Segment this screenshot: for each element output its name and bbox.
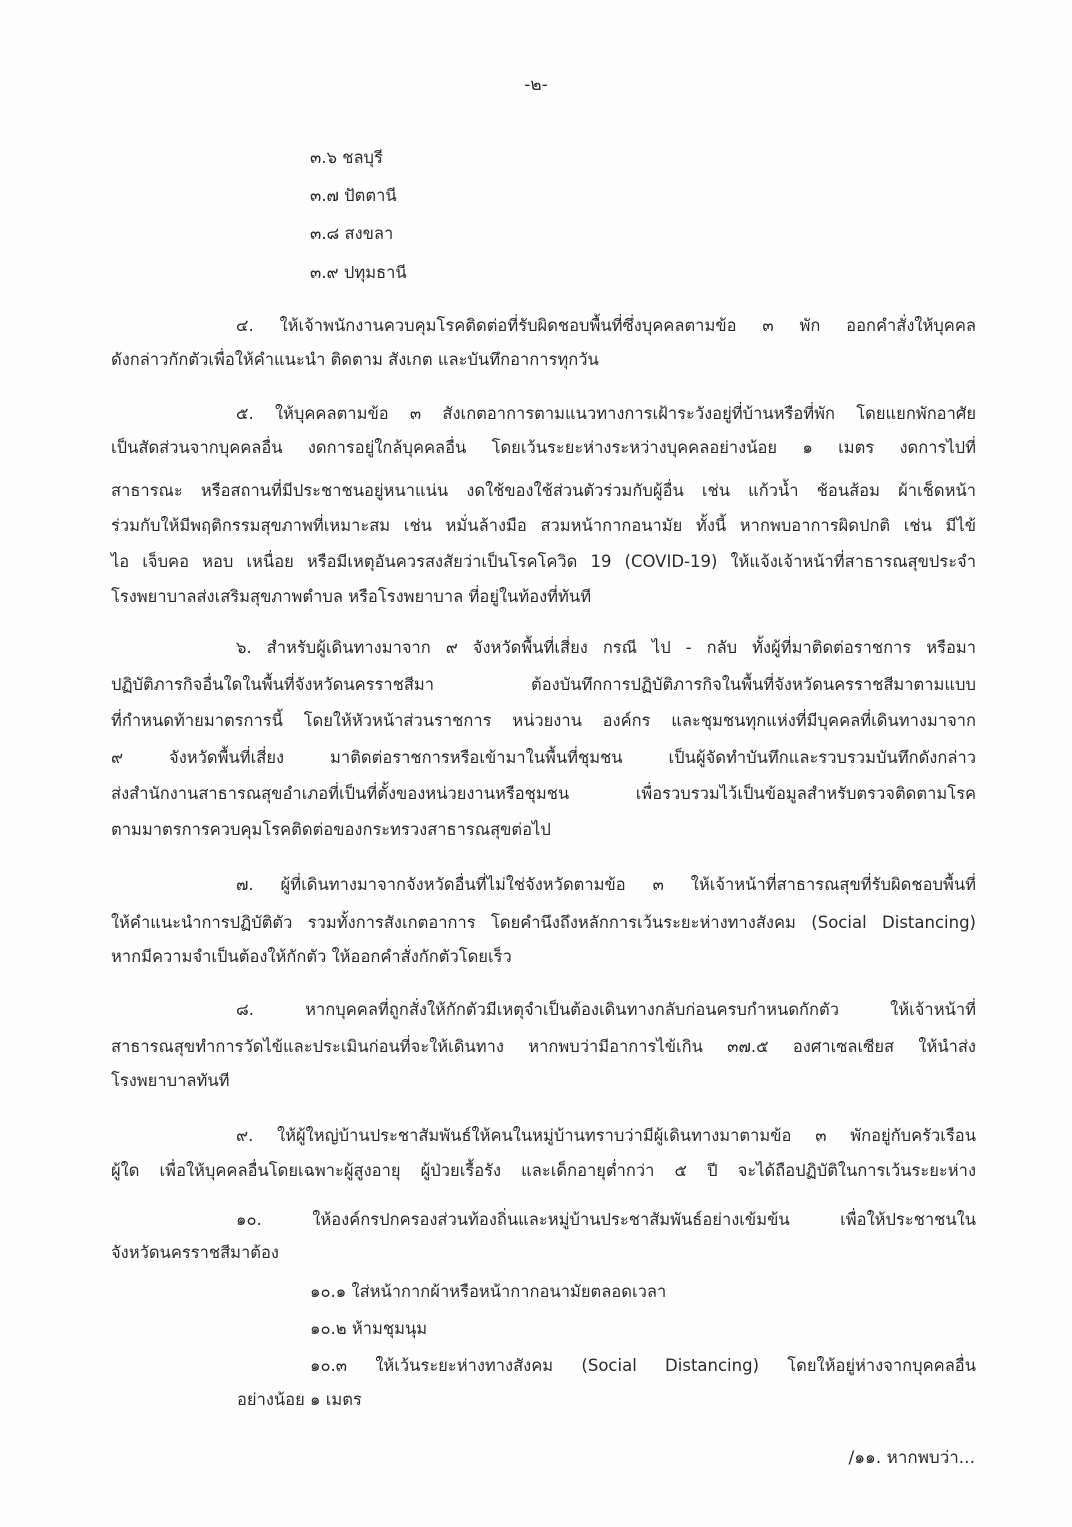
paragraph-line: ๙ จังหวัดพื้นที่เสี่ยง มาติดต่อราชการหรือเข้ามาในพื้นที่ชุมชน เป็นผู้จัดทำบันทึกและรวบรวมบันทึกดังกล่าว [111,748,976,767]
subitem-line: ๑๐.๓ ให้เว้นระยะห่างทางสังคม (Social Distancing) โดยให้อยู่ห่างจากบุคคลอื่น [310,1356,976,1375]
paragraph-line: ตามมาตรการควบคุมโรคติดต่อของกระทรวงสาธารณสุขต่อไป [111,820,551,839]
subitem-line: อย่างน้อย ๑ เมตร [237,1390,362,1409]
paragraph-line: โรงพยาบาลส่งเสริมสุขภาพตำบล หรือโรงพยาบาล ที่อยู่ในท้องที่ทันที [111,587,592,606]
province-item: ๓.๖ ชลบุรี [310,148,383,167]
continuation-marker: /๑๑. หากพบว่า... [848,1448,975,1468]
paragraph-line: ๘. หากบุคคลที่ถูกสั่งให้กักตัวมีเหตุจำเป็นต้องเดินทางกลับก่อนครบกำหนดกักตัว ให้เจ้าหน้าที่ [236,1000,976,1019]
paragraph-line: ส่งสำนักงานสาธารณสุขอำเภอที่เป็นที่ตั้งของหน่วยงานหรือชุมชน เพื่อรวบรวมไว้เป็นข้อมูลสำหรับตรวจติดตามโรค [111,784,976,803]
paragraph-line: ปฏิบัติภารกิจอื่นใดในพื้นที่จังหวัดนครราชสีมา ต้องบันทึกการปฏิบัติภารกิจในพื้นที่จังหวัดนครราชสีมาตามแบบ [111,675,976,694]
paragraph-line: ๙. ให้ผู้ใหญ่บ้านประชาสัมพันธ์ให้คนในหมู่บ้านทราบว่ามีผู้เดินทางมาตามข้อ ๓ พักอยู่กับครัวเรือน [236,1126,976,1145]
paragraph-line: โรงพยาบาลทันที [111,1071,230,1090]
paragraph-line: สาธารณสุขทำการวัดไข้และประเมินก่อนที่จะให้เดินทาง หากพบว่ามีอาการไข้เกิน ๓๗.๕ องศาเซลเซียส ให้นำส่ง [111,1037,976,1056]
paragraph-line: ๖. สำหรับผู้เดินทางมาจาก ๙ จังหวัดพื้นที่เสี่ยง กรณี ไป - กลับ ทั้งผู้ที่มาติดต่อราชการ หรือมา [236,638,976,657]
paragraph-line: ร่วมกับให้มีพฤติกรรมสุขภาพที่เหมาะสม เช่น หมั่นล้างมือ สวมหน้ากากอนามัย ทั้งนี้ หากพบอาการผิดปกติ เช่น มีไข้ [111,516,976,535]
paragraph-line: หากมีความจำเป็นต้องให้กักตัว ให้ออกคำสั่งกักตัวโดยเร็ว [111,947,512,966]
province-item: ๓.๘ สงขลา [310,224,394,243]
paragraph-line: ไอ เจ็บคอ หอบ เหนื่อย หรือมีเหตุอันควรสงสัยว่าเป็นโรคโควิด 19 (COVID-19) ให้แจ้งเจ้าหน้าที่สาธารณสุขประจำ [111,552,976,571]
subitem-line: ๑๐.๒ ห้ามชุมนุม [310,1319,428,1338]
province-item: ๓.๗ ปัตตานี [310,186,397,205]
paragraph-line: ที่กำหนดท้ายมาตรการนี้ โดยให้หัวหน้าส่วนราชการ หน่วยงาน องค์กร และชุมชนทุกแห่งที่มีบุคคลที่เดินทางมาจาก [111,711,976,730]
paragraph-line: ๗. ผู้ที่เดินทางมาจากจังหวัดอื่นที่ไม่ใช่จังหวัดตามข้อ ๓ ให้เจ้าหน้าที่สาธารณสุขที่รับผิดชอบพื้นที่ [236,875,976,894]
paragraph-line: ๔. ให้เจ้าพนักงานควบคุมโรคติดต่อที่รับผิดชอบพื้นที่ซึ่งบุคคลตามข้อ ๓ พัก ออกคำสั่งให้บุคคล [236,316,976,335]
paragraph-line: ๑๐. ให้องค์กรปกครองส่วนท้องถิ่นและหมู่บ้านประชาสัมพันธ์อย่างเข้มข้น เพื่อให้ประชาชนใน [236,1210,976,1229]
paragraph-line: ๕. ให้บุคคลตามข้อ ๓ สังเกตอาการตามแนวทางการเฝ้าระวังอยู่ที่บ้านหรือที่พัก โดยแยกพักอาศัย [236,404,976,423]
paragraph-line: สาธารณะ หรือสถานที่มีประชาชนอยู่หนาแน่น งดใช้ของใช้ส่วนตัวร่วมกับผู้อื่น เช่น แก้วน้ำ ช้อนส้อม ผ้าเช็ดหน้า [111,481,976,500]
page-number: -๒- [524,75,548,95]
subitem-line: ๑๐.๑ ใส่หน้ากากผ้าหรือหน้ากากอนามัยตลอดเวลา [310,1282,667,1301]
paragraph-line: ให้คำแนะนำการปฏิบัติตัว รวมทั้งการสังเกตอาการ โดยคำนึงถึงหลักการเว้นระยะห่างทางสังคม (Social Distancing) [111,913,976,932]
province-item: ๓.๙ ปทุมธานี [310,263,407,282]
paragraph-line: ดังกล่าวกักตัวเพื่อให้คำแนะนำ ติดตาม สังเกต และบันทึกอาการทุกวัน [111,350,599,369]
paragraph-line: ผู้ใด เพื่อให้บุคคลอื่นโดยเฉพาะผู้สูงอายุ ผู้ป่วยเรื้อรัง และเด็กอายุต่ำกว่า ๕ ปี จะได้ถือปฏิบัติในการเว้นระยะห่าง [111,1161,976,1180]
paragraph-line: เป็นสัดส่วนจากบุคคลอื่น งดการอยู่ใกล้บุคคลอื่น โดยเว้นระยะห่างระหว่างบุคคลอย่างน้อย ๑ เมตร งดการไปที่ [111,438,976,457]
paragraph-line: จังหวัดนครราชสีมาต้อง [111,1243,279,1262]
